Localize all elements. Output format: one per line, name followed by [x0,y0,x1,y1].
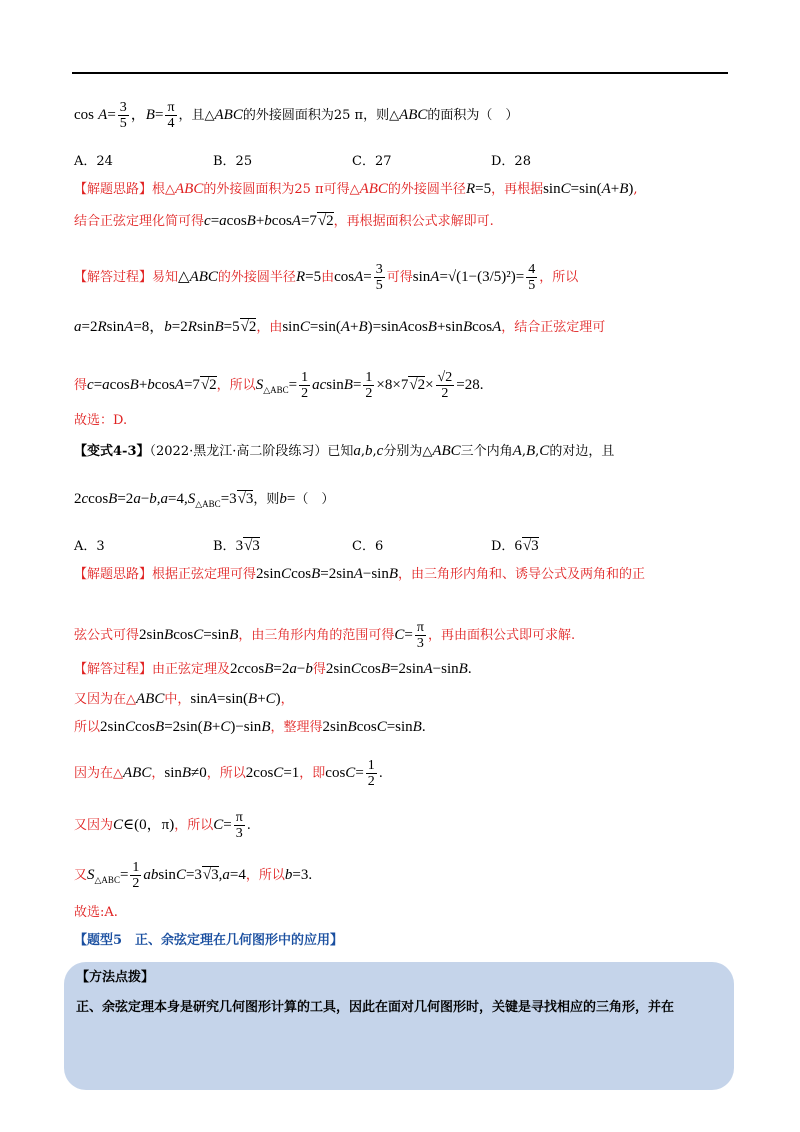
solution-2-line4: 因为在△ABC，sinB≠0，所以2cosC=1，即cosC= $\frac{1}{2}$ . [74,758,383,789]
question-stem: cos A= $\frac{3}{5}$ ，B= $\frac{\pi}{4}$ ，且△ABC的外接圆面积为25 π，则△ABC的面积为（ ） [74,100,519,131]
answer-1: 故选：D. [74,413,128,428]
q2-option-b: B．3√3 [213,538,260,554]
header-rule [72,72,728,74]
q2-option-a: A．3 [74,539,105,554]
solution-2-line6: 又$S_{\triangle ABC}=$ $\frac{1}{2}$ absinC=3√3,a=4，所以b=3. [74,860,313,891]
answer-2: 故选:A. [74,905,118,920]
solution-idea-2: 【解题思路】根据正弦定理可得2sinCcosB=2sinA−sinB，由三角形内角和、诱导公式及两角和的正 [74,566,646,582]
solution-2-line3: 所以2sinCcosB=2sin(B+C)−sinB，整理得2sinBcosC=sinB. [74,719,426,735]
solution-idea: 【解题思路】根△ABC的外接圆面积为25 π可得△ABC的外接圆半径R=5，再根据sinC=sin(A+B), [74,181,638,197]
solution-2-line1: 【解答过程】由正弦定理及2ccosB=2a−b得2sinCcosB=2sinA−sinB. [74,661,472,677]
method-box [64,962,734,1090]
option-a: A．24 [74,154,113,169]
question-2-line2: $2ccosB=2a-b,a=4,S_{\triangle ABC}=3√3$，则b=（ ） [74,491,335,509]
option-c: C．27 [352,154,392,169]
solution-idea-line2: 结合正弦定理化简可得c=acosB+bcosA=7√2，再根据面积公式求解即可. [74,213,494,229]
section-title: 【题型5 正、余弦定理在几何图形中的应用】 [74,933,344,948]
q2-option-c: C．6 [352,539,384,554]
q2-option-d: D．6√3 [491,538,539,554]
solution-process: 【解答过程】易知△ABC的外接圆半径R=5由cosA= $\frac{3}{5}$ 可得sinA=√(1−(3/5)²)= $\frac{4}{5}$ ，所以 [74,262,579,293]
option-b: B．25 [213,154,253,169]
solution-process-line2: a=2RsinA=8，b=2RsinB=5√2，由sinC=sin(A+B)=sinAcosB+sinBcosA，结合正弦定理可 [74,319,606,335]
method-text: 正、余弦定理本身是研究几何图形计算的工具，因此在面对几何图形时，关键是寻找相应的三角形，并在 [76,1000,675,1015]
option-d: D．28 [491,154,531,169]
solution-idea-2-line2: 弦公式可得2sinBcosC=sinB，由三角形内角的范围可得C= $\frac{\pi}{3}$ ，再由面积公式即可求解. [74,620,576,651]
solution-process-line3: 得c=acosB+bcosA=7√2，所以$S_{\triangle ABC}=$ $\frac{1}{2}$ acsinB= $\frac{1}{2}$ ×8×7√2× $\frac{√2}{2}$ =28. [74,370,484,401]
solution-2-line5: 又因为C∈(0，π)，所以C= $\frac{\pi}{3}$ . [74,810,251,841]
question-2: 【变式4-3】（2022·黑龙江·高二阶段练习）已知a,b,c分别为△ABC三个内角A,B,C的对边，且 [74,443,615,459]
method-heading: 【方法点拨】 [76,970,155,985]
solution-2-line2: 又因为在△ABC中，sinA=sin(B+C)， [74,691,294,707]
